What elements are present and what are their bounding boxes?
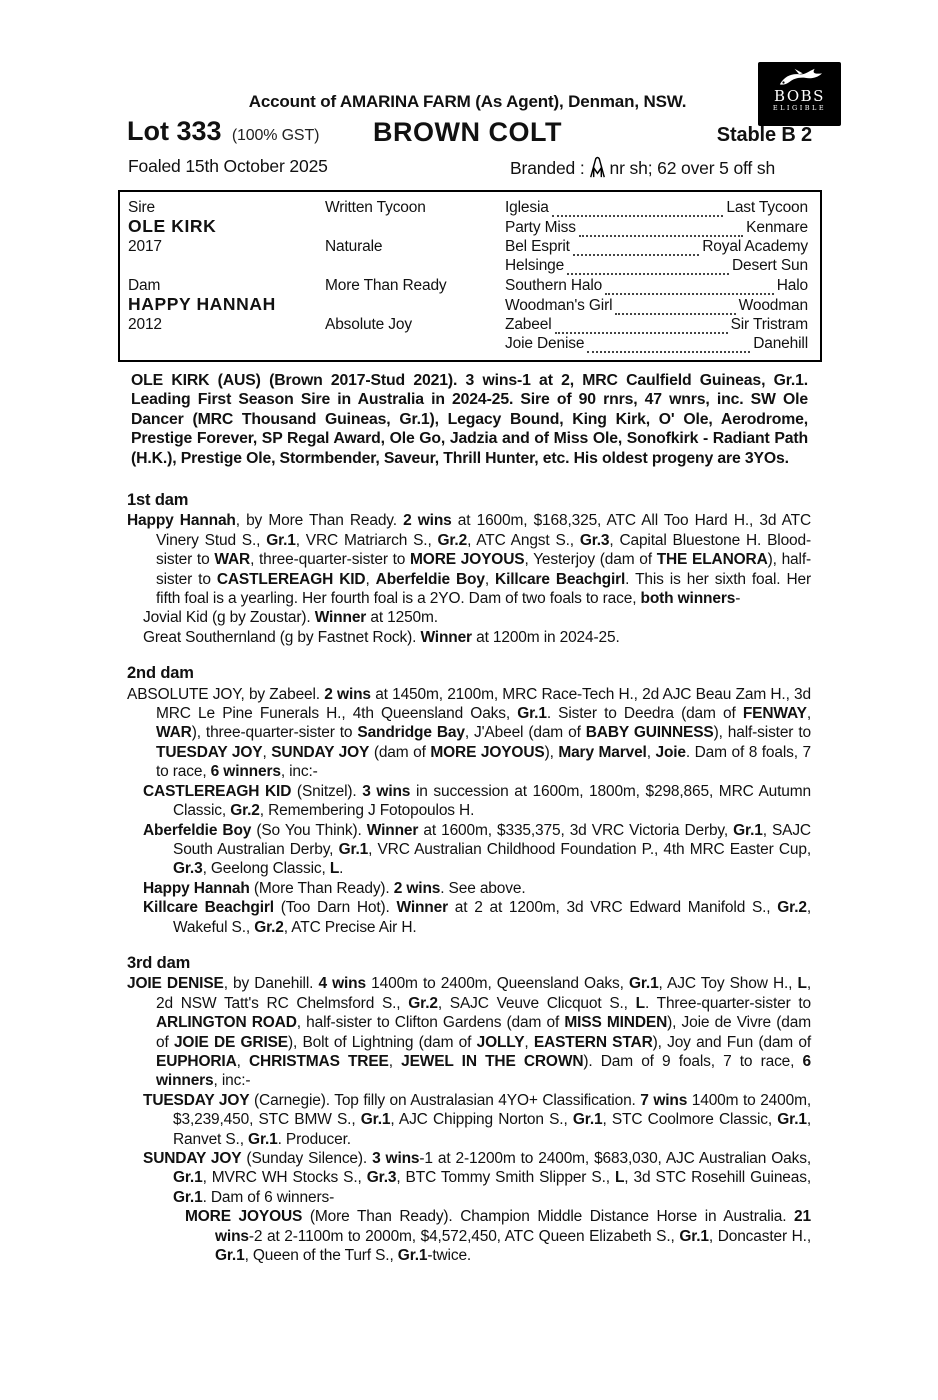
progeny-entry: CASTLEREAGH KID (Snitzel). 3 wins in succession at 1600m, 1800m, $298,865, MRC Autumn Classic, Gr.2, Remembering J Fotopoulos H. [143, 782, 811, 820]
dam-paragraph: Happy Hannah, by More Than Ready. 2 wins at 1600m, $168,325, ATC All Too Hard H., 3d ATC Vinery Stud S., Gr.1, VRC Matriarch S., Gr.2, ATC Angst S., Gr.3, Capital Bluestone H. Blood-sister to WAR, three-quarter-sister to MORE JOYOUS, Yesterjoy (dam of THE ELANORA), half-sister to CASTLEREAGH KID, Aberfeldie Boy, Killcare Beachgirl. This is her sixth foal. Her fifth foal is a yearling. Her fourth foal is a 2YO. Dam of two foals to race, both winners- [127, 512, 812, 608]
pedigree-row [128, 276, 808, 295]
sire-year: 2017 [128, 238, 162, 256]
leader-dots [587, 339, 750, 353]
gst-note: (100% GST) [231, 127, 320, 144]
leader-dots [615, 301, 735, 315]
branded-label: Branded : [510, 158, 585, 178]
dam-role-label: Dam [128, 276, 161, 294]
pedigree-table [118, 190, 822, 362]
ancestor-pair: Iglesia Last Tycoon [505, 199, 808, 216]
pedigree-row [128, 256, 808, 275]
pedigree-row [128, 237, 808, 256]
section-heading: 1st dam [127, 491, 189, 509]
foaled-date: Foaled 15th October 2025 [128, 156, 328, 176]
ancestor-pair: Party Miss Kenmare [505, 219, 808, 237]
sire-summary: OLE KIRK (AUS) (Brown 2017-Stud 2021). 3 wins-1 at 2, MRC Caulfield Guineas, Gr.1. Leading First Season Sire in Australia in 2024-25. Sire of 90 rnrs, 47 wnrs, inc. SW Ole Dancer (MRC Thousand Guineas, Gr.1), Legacy Bound, King Kirk, O' Ole, Aerodrome, Prestige Forever, SP Regal Award, Ole Go, Jadzia and of Miss Ole, Sonofkirk - Radiant Path (H.K.), Prestige Ole, Stormbender, Saveur, Thrill Hunter, etc. His oldest progeny are 3YOs. [131, 372, 808, 467]
progeny-entry: Aberfeldie Boy (So You Think). Winner at 1600m, $335,375, 3d VRC Victoria Derby, Gr.1, SAJC South Australian Derby, Gr.1, VRC Australian Childhood Foundation P., 4th MRC Easter Cup, Gr.3, Geelong Classic, L. [143, 821, 811, 878]
progeny-entry: Jovial Kid (g by Zoustar). Winner at 1250m. [143, 609, 438, 627]
leader-dots [555, 320, 728, 334]
lot-number: Lot 333 [127, 116, 222, 146]
ancestor-pair: Helsinge Desert Sun [505, 257, 808, 275]
progeny-subentry: MORE JOYOUS (More Than Ready). Champion Middle Distance Horse in Australia. 21 wins-2 at 2-1100m to 2000m, $4,572,450, ATC Queen Elizabeth S., Gr.1, Doncaster H., Gr.1, Queen of the Turf S., Gr.1-twice. [185, 1208, 811, 1265]
dam-paragraph: JOIE DENISE, by Danehill. 4 wins 1400m to 2400m, Queensland Oaks, Gr.1, AJC Toy Show H., L, 2d NSW Tatt's RC Chelmsford S., Gr.2, SAJC Veuve Clicquot S., L. Three-quarter-sister to ARLINGTON ROAD, half-sister to Clifton Gardens (dam of MISS MINDEN), Joie de Vivre (dam of JOIE DE GRISE), Bolt of Lightning (dam of JOLLY, EASTERN STAR), Joy and Fun (dam of EUPHORIA, CHRISTMAS TREE, JEWEL IN THE CROWN). Dam of 9 foals, 7 to race, 6 winners, inc:- [127, 975, 812, 1090]
pedigree-row [128, 334, 808, 353]
bobs-logo-text: BOBS [774, 87, 825, 105]
pedigree-body [127, 491, 811, 1265]
progeny-entry: SUNDAY JOY (Sunday Silence). 3 wins-1 at 2-1200m to 2400m, $683,030, AJC Australian Oaks, Gr.1, MVRC WH Stocks S., Gr.3, BTC Tommy Smith Slipper S., L, 3d STC Rosehill Guineas, Gr.1. Dam of 6 winners- [143, 1150, 811, 1206]
ancestor-pair: Bel Esprit Royal Academy [505, 238, 808, 256]
damsire-name: More Than Ready [325, 276, 447, 294]
pedigree-row [128, 315, 808, 334]
ancestor-pair: Southern Halo Halo [505, 276, 808, 294]
leader-dots [579, 223, 743, 237]
pedigree-row [128, 295, 808, 315]
brand-description: nr sh; 62 over 5 off sh [609, 158, 776, 178]
account-line: Account of AMARINA FARM (As Agent), Denman, NSW. [248, 92, 687, 111]
sire-name: OLE KIRK [128, 216, 217, 237]
am-brand-mark-icon [589, 162, 606, 182]
pedigree-row [128, 217, 808, 237]
leader-dots [567, 261, 729, 275]
grandsire-name: Written Tycoon [325, 199, 426, 216]
section-3rd-dam [127, 954, 811, 1266]
leader-dots [552, 203, 724, 217]
ancestor-pair: Joie Denise Danehill [505, 334, 808, 352]
dam-year: 2012 [128, 315, 162, 333]
dam-paragraph: ABSOLUTE JOY, by Zabeel. 2 wins at 1450m, 2100m, MRC Race-Tech H., 2d AJC Beau Zam H., 3d MRC Le Pine Funerals H., 4th Queensland Oaks, Gr.1. Sister to Deedra (dam of FENWAY, WAR), three-quarter-sister to Sandridge Bay, J'Abeel (dam of BABY GUINNESS), half-sister to TUESDAY JOY, SUNDAY JOY (dam of MORE JOYOUS), Mary Marvel, Joie. Dam of 8 foals, 7 to race, 6 winners, inc:- [127, 685, 811, 781]
section-1st-dam [127, 491, 811, 647]
ancestor-pair: Woodman's Girl Woodman [505, 296, 808, 314]
leader-dots [573, 242, 699, 256]
horse-head-icon [758, 66, 841, 88]
leader-dots [605, 281, 774, 295]
section-heading: 2nd dam [127, 664, 194, 683]
section-2nd-dam [127, 664, 811, 937]
progeny-entry: Great Southernland (g by Fastnet Rock). Winner at 1200m in 2024-25. [143, 628, 620, 646]
dams-dam-name: Absolute Joy [325, 315, 412, 333]
foaled-branded-row [128, 156, 818, 177]
progeny-entry: Happy Hannah (More Than Ready). 2 wins. See above. [143, 879, 526, 897]
stable-label: Stable B 2 [716, 124, 812, 146]
page-title: BROWN COLT [373, 117, 562, 147]
sire-role-label: Sire [128, 199, 155, 216]
pedigree-row [128, 198, 808, 217]
granddam-name: Naturale [325, 238, 383, 256]
ancestor-pair: Zabeel Sir Tristram [505, 315, 808, 333]
progeny-entry: Killcare Beachgirl (Too Darn Hot). Winner at 2 at 1200m, 3d VRC Edward Manifold S., Gr.2, Wakeful S., Gr.2, ATC Precise Air H. [143, 899, 811, 936]
bobs-eligible-text: ELIGIBLE [772, 104, 827, 112]
branded-line [510, 156, 775, 183]
dam-name: HAPPY HANNAH [128, 293, 276, 314]
progeny-entry: TUESDAY JOY (Carnegie). Top filly on Australasian 4YO+ Classification. 7 wins 1400m to 2400m, $3,239,450, STC BMW S., Gr.1, AJC Chipping Norton S., Gr.1, STC Coolmore Classic, Gr.1, Ranvet S., Gr.1. Producer. [143, 1091, 811, 1148]
section-heading: 3rd dam [127, 953, 191, 972]
